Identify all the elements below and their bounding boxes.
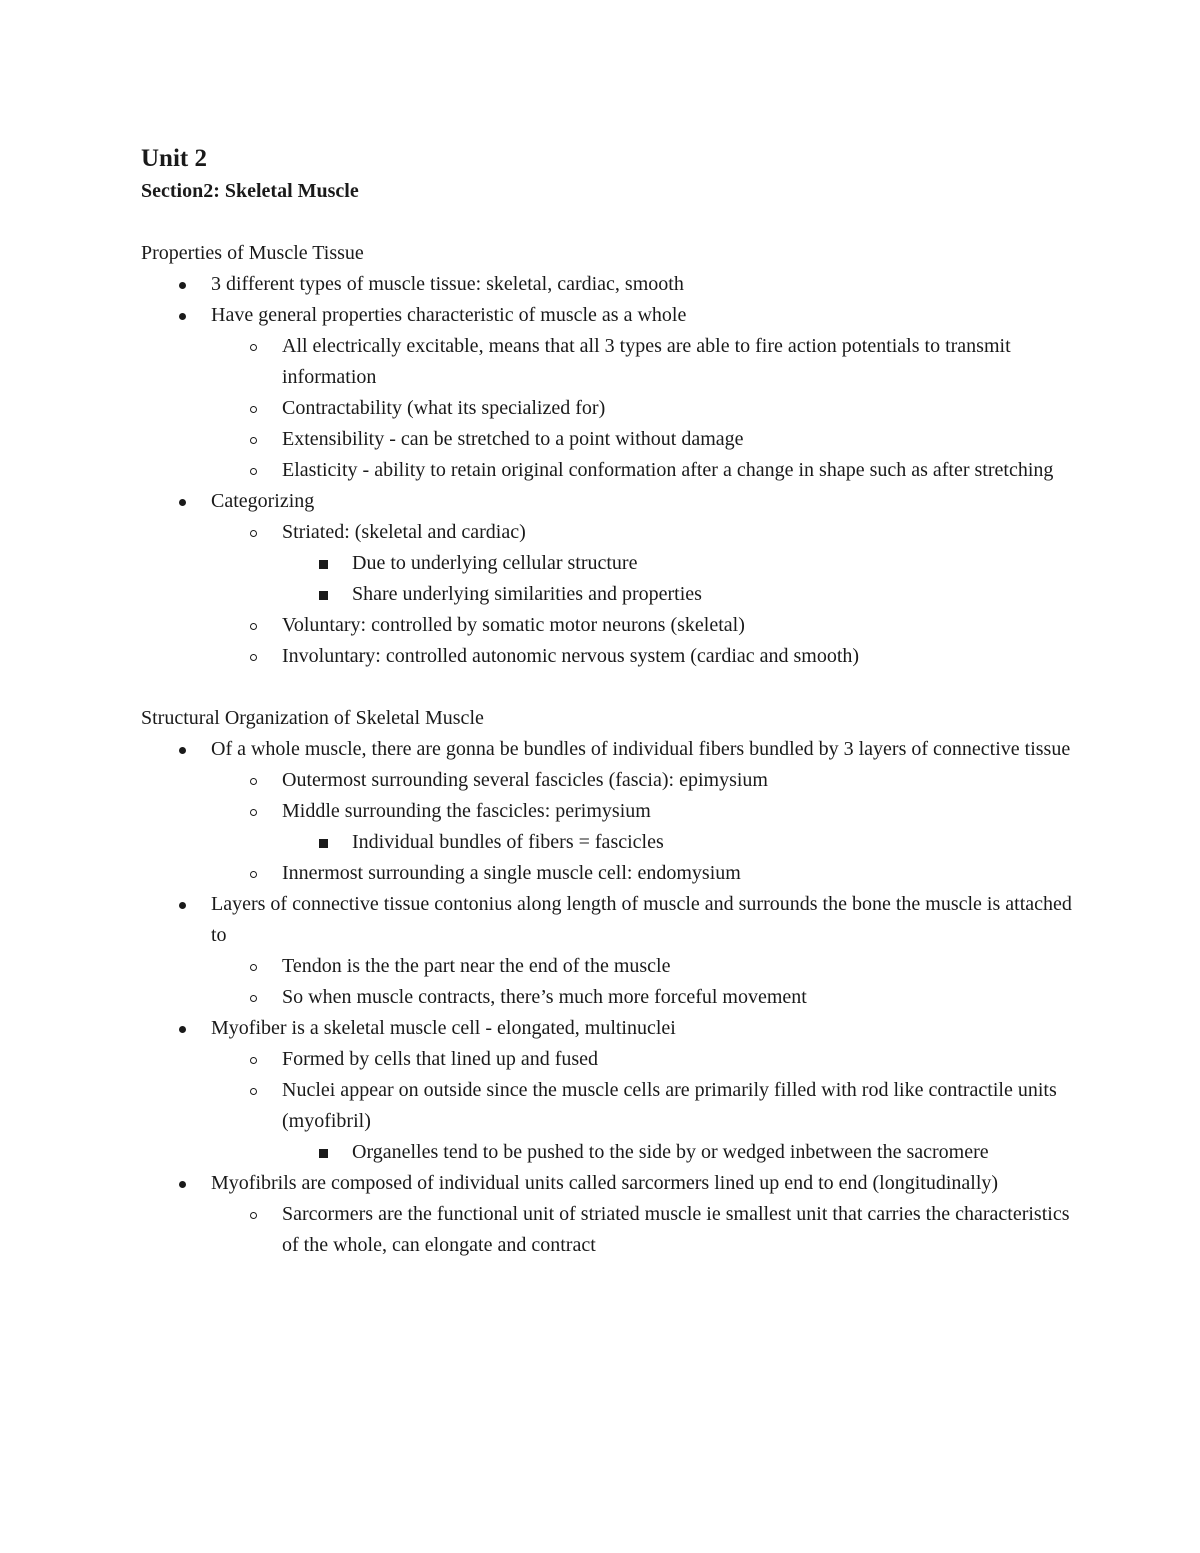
bullet-square-icon [313, 1137, 333, 1168]
bullet-circle-icon [243, 1044, 263, 1075]
list-item-text: Have general properties characteristic of muscle as a whole [211, 304, 687, 326]
list-item-text: Outermost surrounding several fascicles (fascia): epimysium [282, 769, 768, 791]
list-item-text: All electrically excitable, means that all 3 types are able to fire action potentials to transmit information [282, 335, 1011, 388]
list-item-text: Myofibrils are composed of individual units called sarcormers lined up end to end (longitudinally) [211, 1172, 999, 1194]
list-item [141, 1013, 1081, 1044]
bullet-square-icon [313, 548, 333, 579]
bullet-circle-icon [243, 765, 263, 796]
bullet-circle-icon [243, 455, 263, 486]
list-item [141, 331, 1081, 393]
bullet-dot-icon [172, 300, 192, 331]
list-item-text: Voluntary: controlled by somatic motor neurons (skeletal) [282, 614, 745, 636]
list-item-text: Of a whole muscle, there are gonna be bundles of individual fibers bundled by 3 layers of connective tissue [211, 738, 1071, 760]
list-item [141, 300, 1081, 331]
section-title: Section2: Skeletal Muscle [141, 180, 359, 202]
list-item [141, 641, 1081, 672]
document-content [141, 143, 1081, 1261]
list-item-text: Organelles tend to be pushed to the side by or wedged inbetween the sacromere [352, 1141, 989, 1163]
bullet-circle-icon [243, 796, 263, 827]
bullet-dot-icon [172, 889, 192, 920]
bullet-circle-icon [243, 517, 263, 548]
list-item [141, 1075, 1081, 1137]
list-item [141, 765, 1081, 796]
list-item-text: Contractability (what its specialized for) [282, 397, 606, 419]
list-item-text: 3 different types of muscle tissue: skeletal, cardiac, smooth [211, 273, 684, 295]
list-item [141, 455, 1081, 486]
list-item-text: Myofiber is a skeletal muscle cell - elongated, multinuclei [211, 1017, 676, 1039]
list-item-text: Involuntary: controlled autonomic nervous system (cardiac and smooth) [282, 645, 860, 667]
list-item [141, 1137, 1081, 1168]
bullet-square-icon [313, 579, 333, 610]
list-item [141, 734, 1081, 765]
list-item [141, 951, 1081, 982]
bullet-circle-icon [243, 331, 263, 362]
list-item [141, 517, 1081, 548]
list-item-text: Middle surrounding the fascicles: perimysium [282, 800, 651, 822]
list-item [141, 1168, 1081, 1199]
bullet-circle-icon [243, 858, 263, 889]
list-item-text: Elasticity - ability to retain original conformation after a change in shape such as after stretching [282, 459, 1054, 481]
list-item [141, 858, 1081, 889]
list-item-text: Sarcormers are the functional unit of striated muscle ie smallest unit that carries the characteristics of the whole, can elongate and contract [282, 1203, 1070, 1256]
list-item [141, 889, 1081, 951]
list-item [141, 1199, 1081, 1261]
bullet-dot-icon [172, 1168, 192, 1199]
bullet-dot-icon [172, 1013, 192, 1044]
section-heading: Properties of Muscle Tissue [141, 242, 364, 264]
list-item [141, 827, 1081, 858]
bullet-circle-icon [243, 1075, 263, 1106]
list-item [141, 579, 1081, 610]
list-item [141, 548, 1081, 579]
list-item-text: Extensibility - can be stretched to a point without damage [282, 428, 744, 450]
list-item-text: Share underlying similarities and properties [352, 583, 702, 605]
list-item [141, 1044, 1081, 1075]
list-item-text: Formed by cells that lined up and fused [282, 1048, 599, 1070]
section [141, 238, 1081, 672]
sections-container [141, 238, 1081, 1261]
list-item-text: So when muscle contracts, there’s much more forceful movement [282, 986, 807, 1008]
list-item [141, 486, 1081, 517]
list-item-text: Individual bundles of fibers = fascicles [352, 831, 664, 853]
bullet-circle-icon [243, 424, 263, 455]
bullet-dot-icon [172, 734, 192, 765]
bullet-circle-icon [243, 982, 263, 1013]
bullet-circle-icon [243, 951, 263, 982]
bullet-circle-icon [243, 641, 263, 672]
bullet-square-icon [313, 827, 333, 858]
list-item [141, 610, 1081, 641]
list-item-text: Due to underlying cellular structure [352, 552, 638, 574]
bullet-dot-icon [172, 269, 192, 300]
bullet-circle-icon [243, 610, 263, 641]
list-item-text: Categorizing [211, 490, 315, 512]
section [141, 703, 1081, 1261]
list-item-text: Nuclei appear on outside since the muscle cells are primarily filled with rod like contractile units (myofibril) [282, 1079, 1057, 1132]
list-item-text: Layers of connective tissue contonius along length of muscle and surrounds the bone the muscle is attached to [211, 893, 1072, 946]
list-item-text: Striated: (skeletal and cardiac) [282, 521, 526, 543]
section-heading: Structural Organization of Skeletal Muscle [141, 707, 484, 729]
list-item [141, 269, 1081, 300]
list-item-text: Innermost surrounding a single muscle cell: endomysium [282, 862, 741, 884]
list-item [141, 982, 1081, 1013]
unit-title: Unit 2 [141, 145, 207, 172]
list-item [141, 393, 1081, 424]
section-spacer [141, 672, 1081, 703]
list-item [141, 796, 1081, 827]
list-item [141, 424, 1081, 455]
list-item-text: Tendon is the the part near the end of the muscle [282, 955, 671, 977]
bullet-circle-icon [243, 393, 263, 424]
bullet-circle-icon [243, 1199, 263, 1230]
bullet-dot-icon [172, 486, 192, 517]
